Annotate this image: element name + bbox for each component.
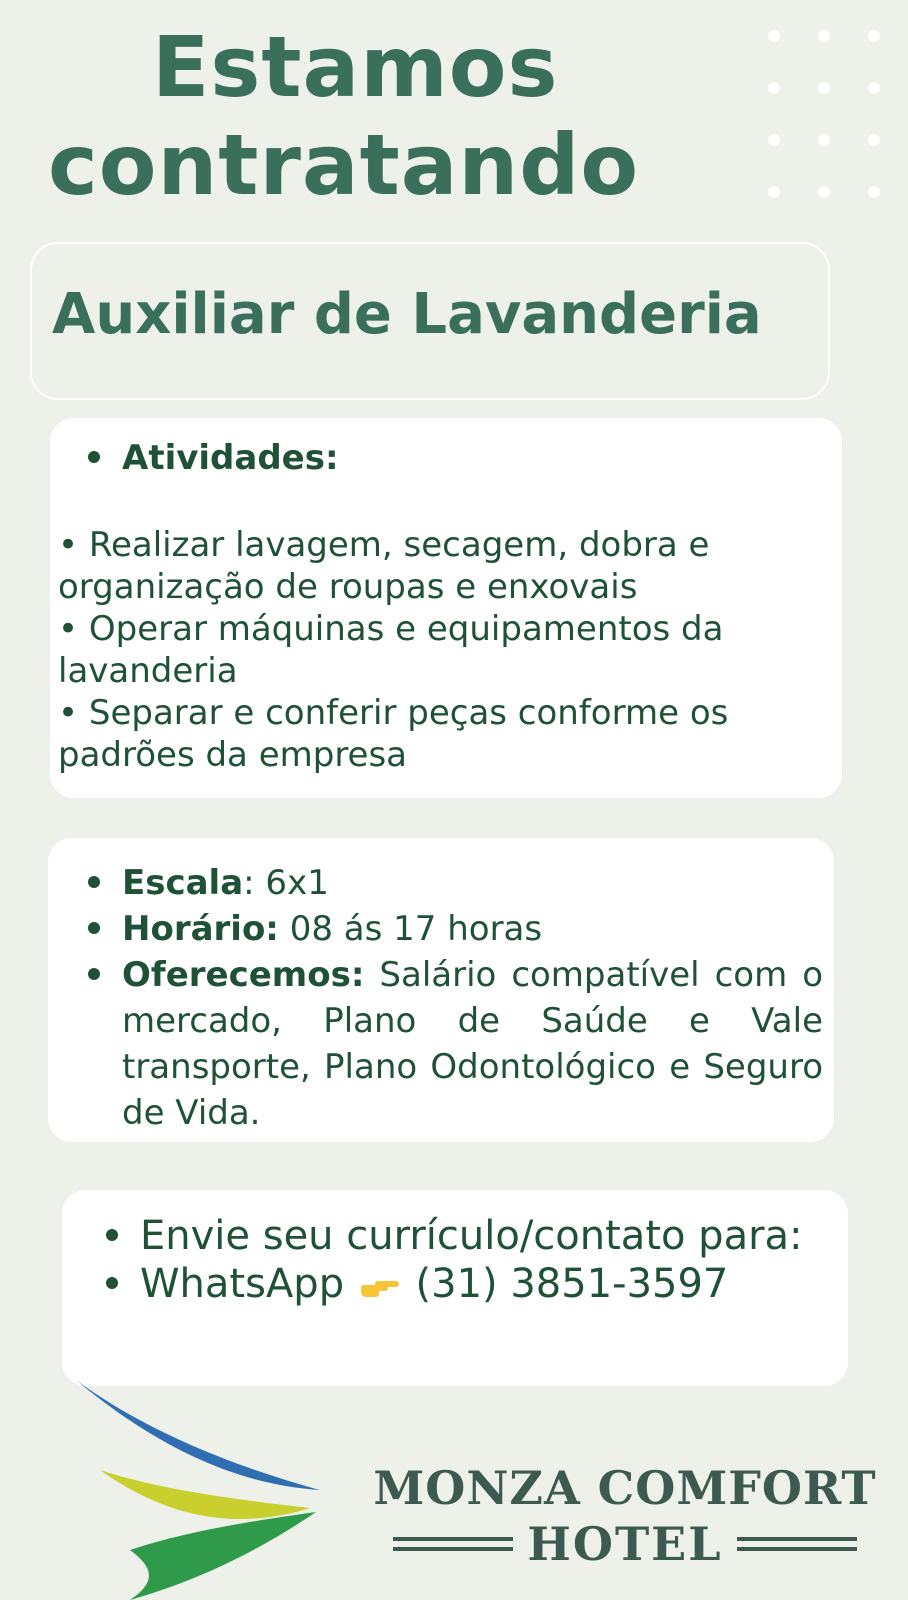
headline-line-2: contratando	[48, 116, 640, 214]
brand-left-bars	[393, 1537, 513, 1551]
hotel-logo-swoosh-icon	[70, 1380, 330, 1600]
benefits-value: Salário compatível com o mercado, Plano de Saúde e Vale transporte, Plano Odontológico e Seguro de Vida.	[122, 955, 823, 1133]
whatsapp-item[interactable]	[106, 1260, 806, 1308]
hotel-brand	[370, 1460, 880, 1570]
brand-right-bars	[737, 1537, 857, 1551]
activities-card	[50, 418, 842, 798]
details-card	[48, 838, 834, 1142]
contact-list	[106, 1212, 806, 1308]
details-list	[88, 860, 823, 1136]
activities-heading: Atividades:	[88, 436, 339, 480]
decorative-dots	[768, 30, 880, 198]
schedule-value: : 6x1	[243, 863, 329, 903]
brand-name: MONZA COMFORT	[373, 1461, 877, 1515]
benefits-label: Oferecemos:	[122, 955, 365, 995]
brand-sub: HOTEL	[527, 1517, 723, 1571]
contact-card	[62, 1190, 848, 1386]
headline-line-1: Estamos	[152, 18, 559, 116]
schedule-label: Escala	[122, 863, 244, 903]
schedule-item	[88, 860, 823, 906]
hours-value: 08 ás 17 horas	[278, 909, 543, 949]
benefits-item	[88, 952, 823, 1136]
hours-label: Horário:	[122, 909, 279, 949]
whatsapp-label: WhatsApp	[140, 1261, 345, 1307]
contact-instruction: Envie seu currículo/contato para:	[106, 1212, 806, 1260]
activity-item: • Realizar lavagem, secagem, dobra e organização de roupas e enxovais	[58, 525, 710, 607]
activity-item: • Separar e conferir peças conforme os padrões da empresa	[58, 693, 729, 775]
activity-item: • Operar máquinas e equipamentos da lavanderia	[58, 609, 724, 691]
headline	[48, 18, 639, 214]
phone-number: (31) 3851-3597	[415, 1261, 729, 1307]
activities-list	[58, 524, 838, 776]
job-title: Auxiliar de Lavanderia	[52, 282, 762, 347]
hours-item	[88, 906, 823, 952]
pointing-hand-icon	[357, 1271, 403, 1301]
